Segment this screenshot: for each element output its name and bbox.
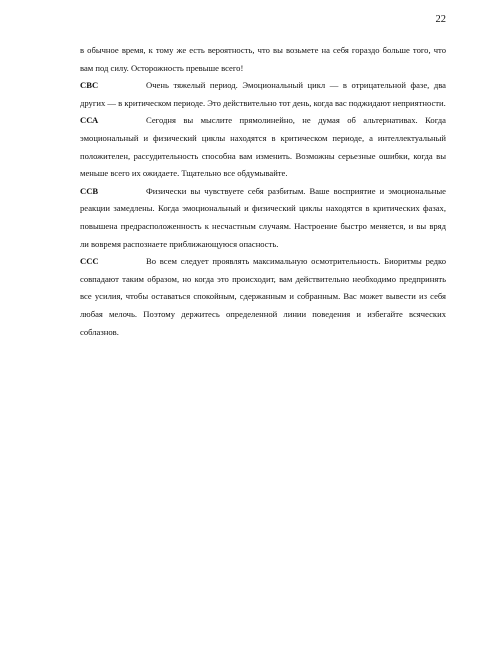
intro-paragraph: в обычное время, к тому же есть вероятность, что вы возьмете на себя гораздо больше того, что вам под силу. Осторожность превыше всего! [80, 45, 446, 73]
page-number: 22 [435, 14, 446, 25]
entry-code: ССВ [80, 185, 99, 196]
entry-text: Во всем следует проявлять максимальную осмотрительность. Биоритмы редко совпадают таким образом, но когда это происходит, вам действительно необходимо предпринять все усилия, чтобы оставаться спокойным, сдержанным и собранным. Вас может вывести из себя любая мелочь. Поэтому держитесь определенной линии поведения и избегайте всяческих соблазнов. [80, 256, 446, 337]
entry-cbc [80, 77, 446, 112]
entry-code: ССС [80, 256, 99, 267]
page-body [80, 42, 446, 341]
entry-code: ССА [80, 115, 99, 126]
entry-text: Очень тяжелый период. Эмоциональный цикл — в отрицательной фазе, два других — в критическом периоде. Это действительно тот день, когда вас поджидают неприятности. [80, 80, 446, 108]
entry-ccc [80, 253, 446, 341]
entry-cca [80, 112, 446, 182]
entry-text: Сегодня вы мыслите прямолинейно, не думая об альтернативах. Когда эмоциональный и физический циклы находятся в критическом периоде, а интеллектуальный положителен, рассудительность способна вам изменить. Возможны серьезные ошибки, когда вы меньше всего их ожидаете. Тщательно все обдумывайте. [80, 115, 446, 179]
entry-ccb [80, 183, 446, 253]
entry-text: Физически вы чувствуете себя разбитым. Ваше восприятие и эмоциональные реакции замедлены. Когда эмоциональный и физический циклы находятся в критических фазах, повышена предрасположенность к несчастным случаям. Настроение быстро меняется, и вы вряд ли вовремя распознаете приближающуюся опасность. [80, 185, 446, 249]
entry-code: СВС [80, 80, 99, 91]
